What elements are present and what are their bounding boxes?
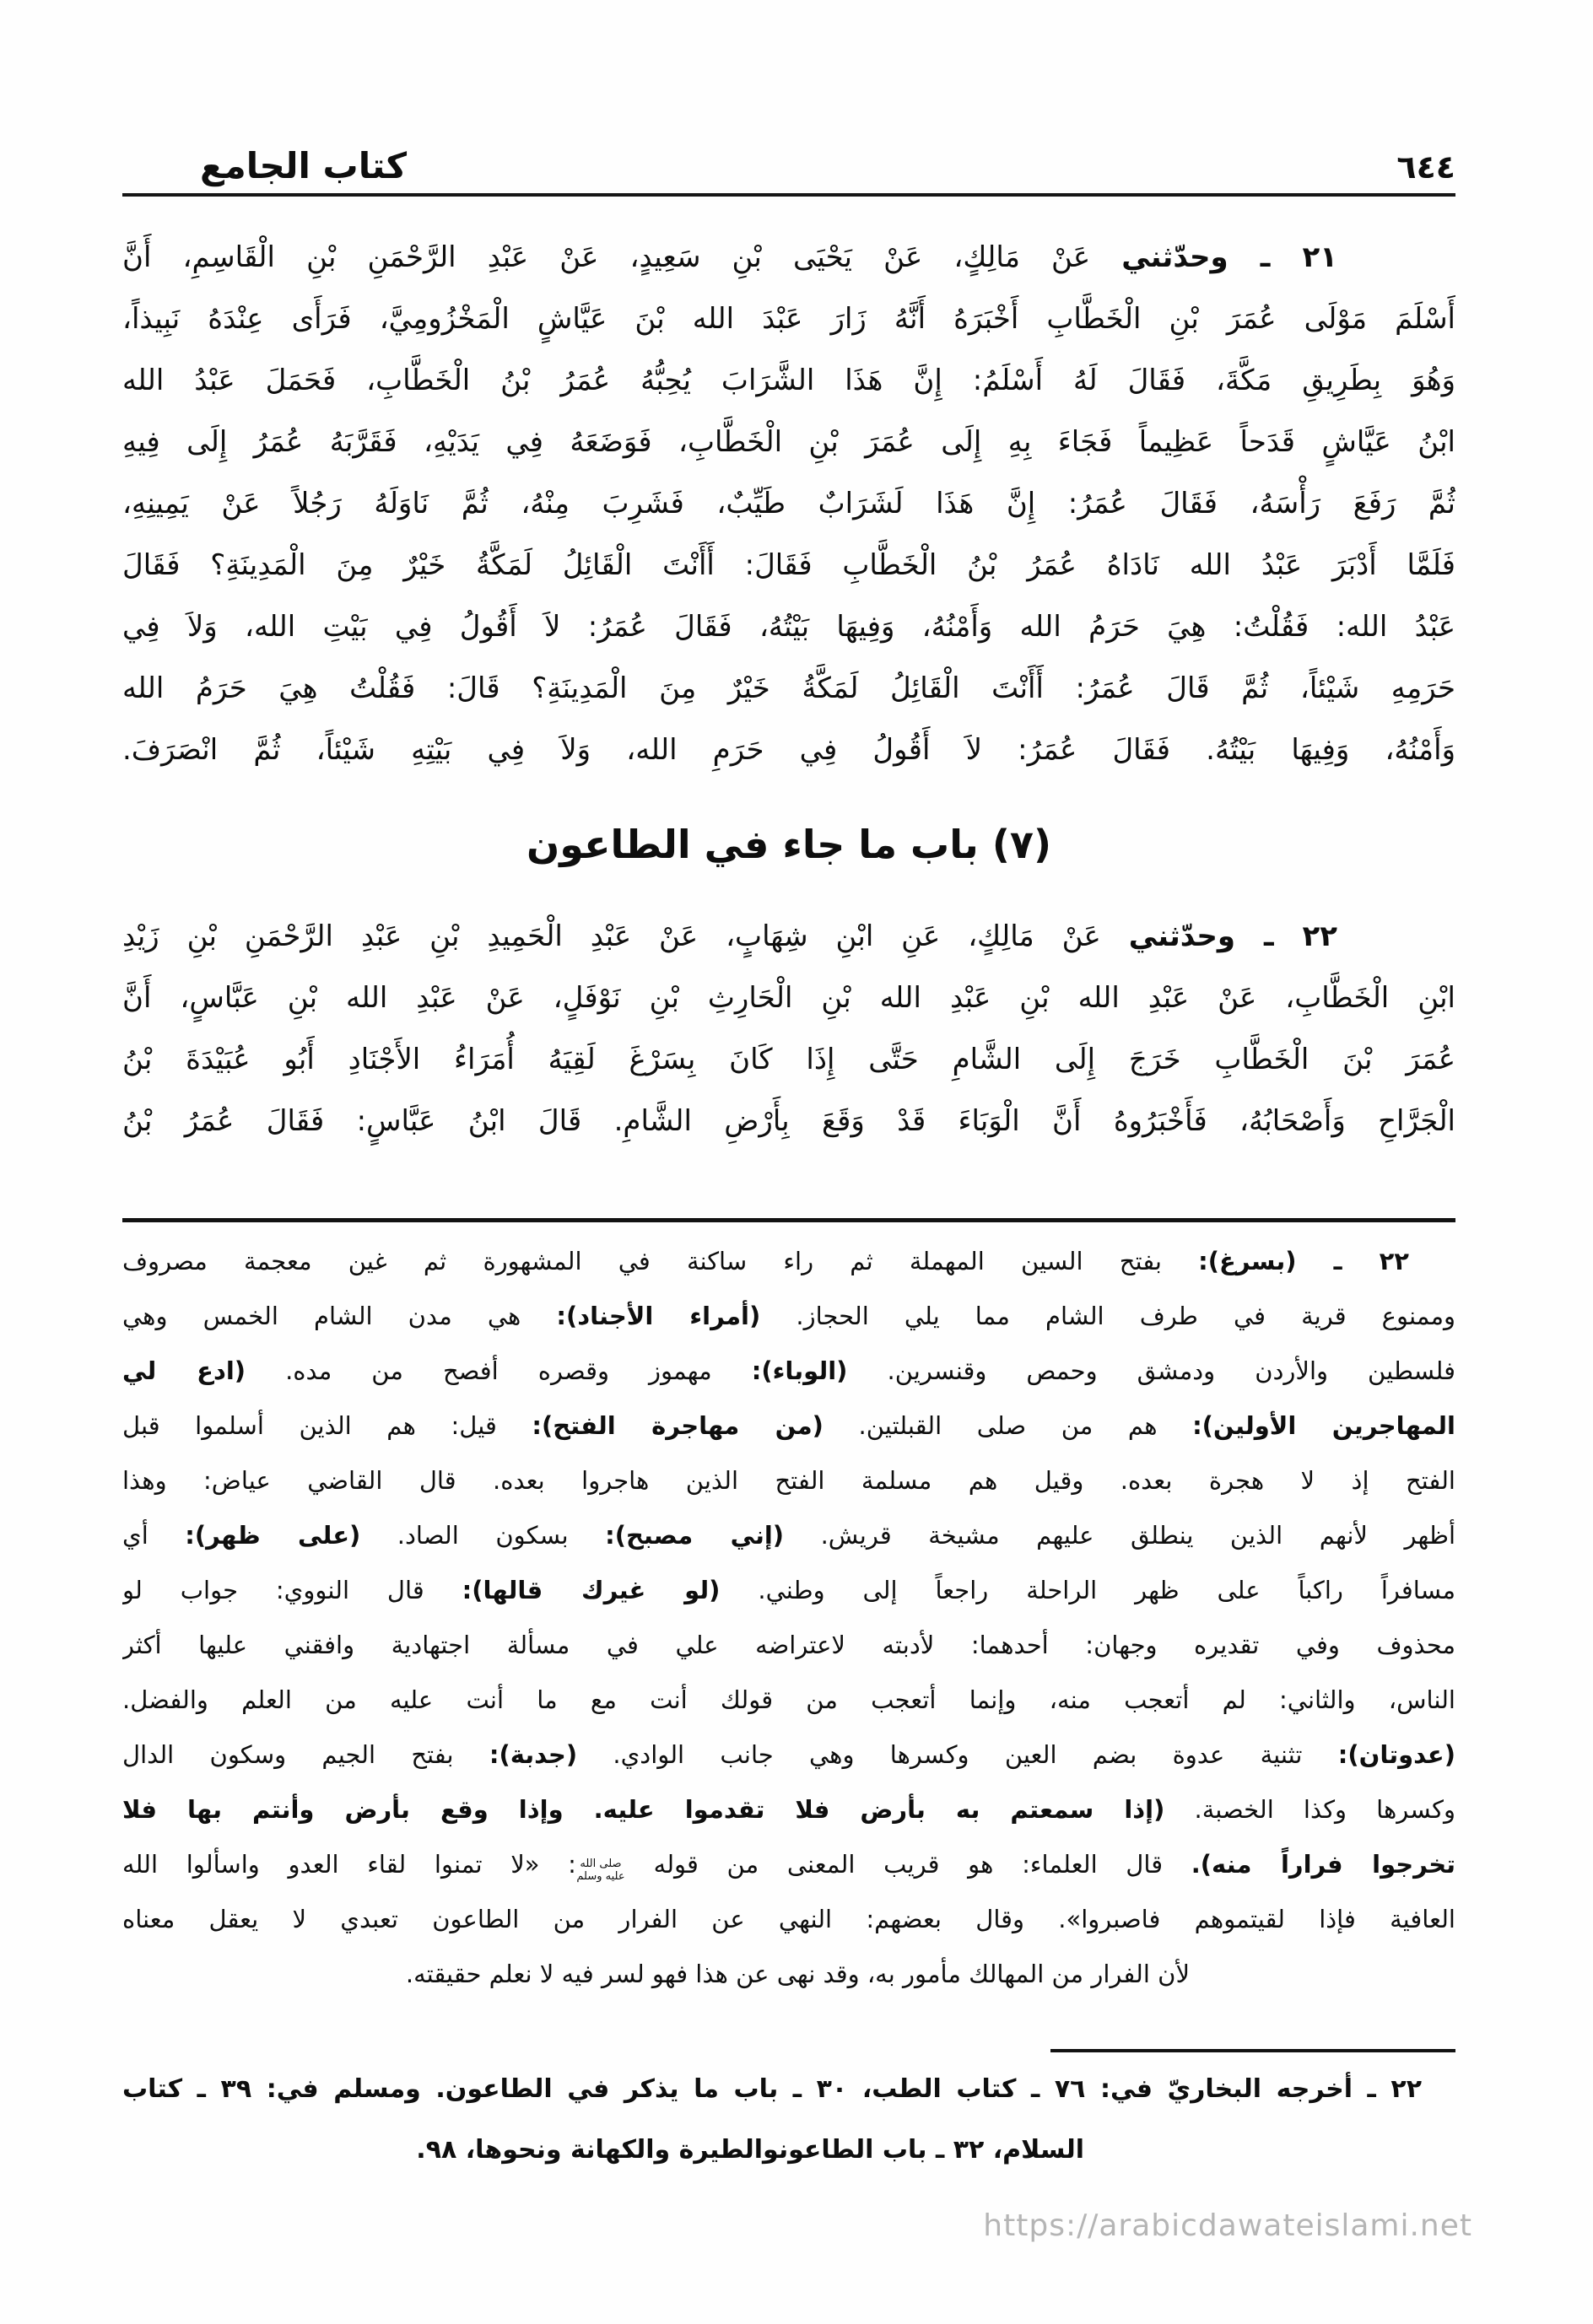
text-line: فَلَمَّا أَدْبَرَ عَبْدُ الله نَادَاهُ عُمَرُ بْنُ الْخَطَّابِ فَقَالَ: أَأَنْتَ الْقَائِلُ لَمَكَّةُ خَيْرٌ مِنَ الْمَدِينَةِ؟ فَقَالَ (122, 548, 1455, 582)
text-line: ثُمَّ رَفَعَ رَأْسَهُ، فَقَالَ عُمَرُ: إِنَّ هَذَا لَشَرَابٌ طَيِّبٌ، فَشَرِبَ مِنْهُ، ثُمَّ نَاوَلَهُ رَجُلاً عَنْ يَمِينِهِ، (122, 487, 1455, 520)
book-title: كتاب الجامع (200, 144, 408, 186)
text-line: عَبْدُ الله: فَقُلْتُ: هِيَ حَرَمُ الله وَأَمْنُهُ، وَفِيهَا بَيْتُهُ، فَقَالَ عُمَرُ: لاَ أَقُولُ فِي بَيْتِ الله، وَلاَ فِي (122, 610, 1455, 644)
text-line: العافية فإذا لقيتموهم فاصبروا». وقال بعضهم: النهي عن الفرار من الطاعون تعبدي لا يعقل معناه (122, 1905, 1455, 1933)
text-line: ٢١ ـ وحدّثني عَنْ مَالِكٍ، عَنْ يَحْيَى بْنِ سَعِيدٍ، عَنْ عَبْدِ الرَّحْمَنِ بْنِ الْقَاسِمِ، أَنَّ (122, 240, 1337, 274)
text-line: وكسرها وكذا الخصبة. (إذا سمعتم به بأرض فلا تقدموا عليه. وإذا وقع بأرض وأنتم بها فلا (122, 1795, 1455, 1824)
text-line: ٢٢ ـ (بسرغ): بفتح السين المهملة ثم راء ساكنة في المشهورة ثم غين معجمة مصروف (122, 1247, 1409, 1275)
text-line: فلسطين والأردن ودمشق وحمص وقنسرين. (الوباء): مهموز وقصره أفصح من مده. (ادع لي (122, 1356, 1455, 1385)
text-line: وَأَمْنُهُ، وَفِيهَا بَيْتُهُ. فَقَالَ عُمَرُ: لاَ أَقُولُ فِي حَرَمِ الله، وَلاَ فِي بَيْتِهِ شَيْئاً، ثُمَّ انْصَرَفَ. (122, 733, 1455, 767)
text-line: مسافراً راكباً على ظهر الراحلة راجعاً إلى وطني. (لو غيرك قالها): قال النووي: جواب لو (122, 1576, 1455, 1604)
text-line: الْجَرَّاحِ وَأَصْحَابُهُ، فَأَخْبَرُوهُ أَنَّ الْوَبَاءَ قَدْ وَقَعَ بِأَرْضِ الشَّامِ. قَالَ ابْنُ عَبَّاسٍ: فَقَالَ عُمَرُ بْنُ (122, 1104, 1455, 1138)
watermark-url: https://arabicdawateislami.net (983, 2208, 1472, 2243)
text-line: محذوف وفي تقديره وجهان: أحدهما: لأدبته لاعتراضه علي في مسألة اجتهادية وافقني عليها أكثر (122, 1631, 1455, 1659)
hadith-22 (122, 906, 1455, 1152)
reference-divider (1050, 2049, 1455, 2052)
text-line: ٢٢ ـ وحدّثني عَنْ مَالِكٍ، عَنِ ابْنِ شِهَابٍ، عَنْ عَبْدِ الْحَمِيدِ بْنِ عَبْدِ الرَّحْمَنِ بْنِ زَيْدِ (122, 919, 1337, 953)
text-line: حَرَمِهِ شَيْئاً، ثُمَّ قَالَ عُمَرُ: أَأَنْتَ الْقَائِلُ لَمَكَّةُ خَيْرٌ مِنَ الْمَدِينَةِ؟ قَالَ: فَقُلْتُ هِيَ حَرَمُ الله (122, 671, 1455, 705)
chapter-heading: (٧) باب ما جاء في الطاعون (526, 822, 1051, 867)
text-line: عُمَرَ بْنَ الْخَطَّابِ خَرَجَ إِلَى الشَّامِ حَتَّى إِذَا كَانَ بِسَرْغَ لَقِيَهُ أُمَرَاءُ الأَجْنَادِ أَبُو عُبَيْدَةَ بْنُ (122, 1043, 1455, 1076)
page-number: ٦٤٤ (1396, 148, 1455, 186)
text-line: لأن الفرار من المهالك مأمور به، وقد نهى عن هذا فهو لسر فيه لا نعلم حقيقته. (405, 1960, 1190, 1988)
text-line: الناس، والثاني: لم أتعجب منه، وإنما أتعجب من قولك أنت مع ما أنت عليه من العلم والفضل. (122, 1685, 1455, 1714)
footnote-divider (122, 1218, 1455, 1222)
text-line: الفتح إذ لا هجرة بعده. وقيل هم مسلمة الفتح الذين هاجروا بعده. قال القاضي عياض: وهذا (122, 1466, 1455, 1495)
text-line: المهاجرين الأولين): هم من صلى القبلتين. (من مهاجرة الفتح): قيل: هم الذين أسلموا قبل (122, 1411, 1455, 1440)
text-line: ابْنِ الْخَطَّابِ، عَنْ عَبْدِ الله بْنِ عَبْدِ الله بْنِ الْحَارِثِ بْنِ نَوْفَلٍ، عَنْ عَبْدِ الله بْنِ عَبَّاسٍ، أَنَّ (122, 981, 1455, 1015)
text-line: أظهر لأنهم الذين ينطلق عليهم مشيخة قريش. (إني مصبح): بسكون الصاد. (على ظهر): أي (122, 1521, 1455, 1550)
takhrij-reference (122, 2059, 1455, 2181)
page-header (122, 116, 1455, 186)
footnotes (122, 1234, 1455, 2002)
text-line: (عدوتان): تثنية عدوة بضم العين وكسرها وهي جانب الوادي. (جدبة): بفتح الجيم وسكون الدال (122, 1740, 1455, 1769)
text-line: وَهُوَ بِطَرِيقِ مَكَّةَ، فَقَالَ لَهُ أَسْلَمُ: إِنَّ هَذَا الشَّرَابَ يُحِبُّهُ عُمَرُ بْنُ الْخَطَّابِ، فَحَمَلَ عَبْدُ الله (122, 364, 1455, 397)
text-line: ٢٢ ـ أخرجه البخاريّ في: ٧٦ ـ كتاب الطب، ٣٠ ـ باب ما يذكر في الطاعون. ومسلم في: ٣٩ ـ كتاب (122, 2074, 1423, 2104)
text-line: ابْنُ عَيَّاشٍ قَدَحاً عَظِيماً فَجَاءَ بِهِ إِلَى عُمَرَ بْنِ الْخَطَّابِ، فَوَضَعَهُ فِي يَدَيْهِ، فَقَرَّبَهُ عُمَرُ إِلَى فِيهِ (122, 425, 1455, 459)
hadith-21 (122, 227, 1455, 781)
text-line: وممنوع قرية في طرف الشام مما يلي الحجاز. (أمراء الأجناد): هي مدن الشام الخمس وهي (122, 1302, 1455, 1330)
text-line: السلام، ٣٢ ـ باب الطاعونوالطيرة والكهانة ونحوها، ٩٨. (416, 2135, 1084, 2165)
header-rule (122, 193, 1455, 197)
text-line: تخرجوا فراراً منه). قال العلماء: هو قريب المعنى من قوله صلى الله عليه وسلم: «لا تمنوا لقاء العدو واسألوا الله (122, 1850, 1455, 1883)
text-line: أَسْلَمَ مَوْلَى عُمَرَ بْنِ الْخَطَّابِ أَخْبَرَهُ أَنَّهُ زَارَ عَبْدَ الله بْنَ عَيَّاشٍ الْمَخْزُومِيَّ، فَرَأَى عِنْدَهُ نَبِيذاً، (122, 302, 1455, 336)
